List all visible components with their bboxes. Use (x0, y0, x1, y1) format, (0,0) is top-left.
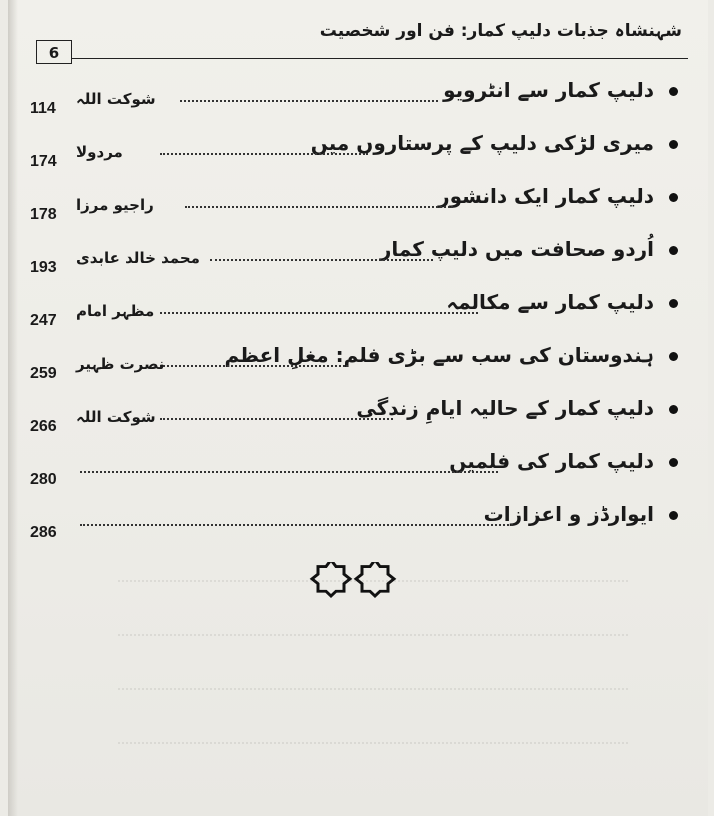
dot-leader (80, 524, 513, 526)
dot-leader (80, 471, 498, 473)
entry-title: ایوارڈز و اعزازات (483, 502, 654, 526)
entry-page: 286 (30, 524, 57, 541)
bullet-icon (669, 193, 678, 202)
bleed-through-marks (48, 530, 668, 816)
entry-author: محمد خالد عابدی (76, 249, 200, 267)
entry-title: دلیپ کمار ایک دانشور (438, 184, 654, 208)
entry-page: 178 (30, 206, 57, 223)
entry-page: 247 (30, 312, 57, 329)
entry-author: راجیو مرزا (76, 196, 154, 214)
dot-leader (160, 153, 368, 155)
entry-page: 174 (30, 153, 57, 170)
entry-title: دلیپ کمار کے حالیہ ایامِ زندگی (356, 396, 654, 420)
bullet-icon (669, 405, 678, 414)
dot-leader (160, 365, 348, 367)
entry-title: دلیپ کمار کی فلمیں (449, 449, 654, 473)
entry-title: اُردو صحافت میں دلیپ کمار (379, 237, 654, 261)
toc-entry-8[interactable] (30, 449, 678, 502)
header-rule (72, 58, 688, 59)
entry-author: مردولا (76, 143, 123, 161)
entry-page: 280 (30, 471, 57, 488)
dot-leader (185, 206, 453, 208)
toc-entry-3[interactable] (30, 184, 678, 237)
toc-entry-2[interactable] (30, 131, 678, 184)
entry-author: نصرت ظہیر (76, 355, 165, 373)
toc-entry-6[interactable] (30, 343, 678, 396)
toc-entry-7[interactable] (30, 396, 678, 449)
entry-page: 193 (30, 259, 57, 276)
running-title: شہنشاہ جذبات دلیپ کمار: فن اور شخصیت (319, 21, 682, 41)
dot-leader (180, 100, 438, 102)
bullet-icon (669, 299, 678, 308)
dot-leader (160, 312, 478, 314)
bullet-icon (669, 458, 678, 467)
entry-author: مظہر امام (76, 302, 155, 320)
page-header (36, 12, 688, 64)
bullet-icon (669, 87, 678, 96)
entry-author: شوکت اللہ (76, 408, 156, 426)
entry-title: میری لڑکی دلیپ کے پرستاروں میں (310, 131, 654, 155)
toc-entry-5[interactable] (30, 290, 678, 343)
bullet-icon (669, 511, 678, 520)
book-page (8, 0, 708, 816)
bullet-icon (669, 246, 678, 255)
entry-title: دلیپ کمار سے انٹرویو (443, 78, 654, 102)
toc-entry-4[interactable] (30, 237, 678, 290)
entry-page: 114 (30, 100, 56, 117)
toc-entry-1[interactable] (30, 78, 678, 131)
entry-title: دلیپ کمار سے مکالمہ (446, 290, 654, 314)
dot-leader (210, 259, 433, 261)
entry-page: 266 (30, 418, 57, 435)
page-number-box: 6 (36, 40, 72, 64)
entry-page: 259 (30, 365, 57, 382)
dot-leader (160, 418, 393, 420)
bullet-icon (669, 352, 678, 361)
table-of-contents (30, 78, 678, 555)
bullet-icon (669, 140, 678, 149)
entry-author: شوکت اللہ (76, 90, 156, 108)
entry-title: ہندوستان کی سب سے بڑی فلم: مغلِ اعظم (224, 343, 654, 367)
